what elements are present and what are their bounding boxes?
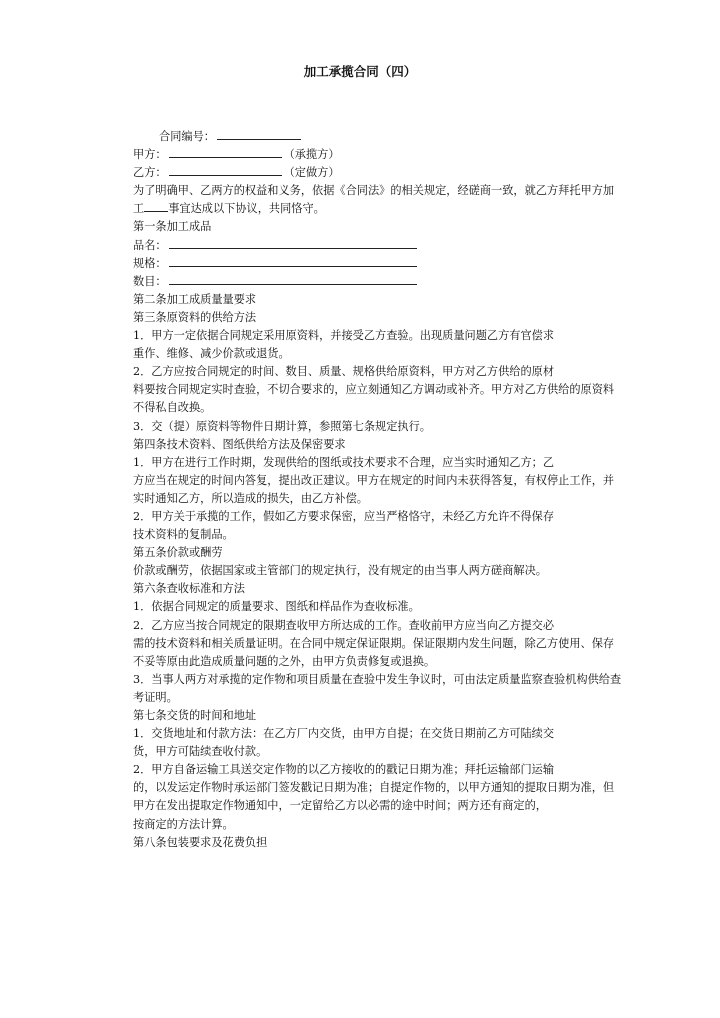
product-quantity-label: 数目：: [133, 274, 167, 288]
party-b-role: （定做方）: [283, 166, 340, 180]
paragraph-line: 重作、维修、减少价款或退货。: [133, 347, 290, 361]
paragraph-line: 料要按合同规定实时查验，不切合要求的，应立刻通知乙方调动或补齐。甲方对乙方供给的原资料: [133, 383, 615, 397]
party-a-line: [133, 146, 693, 164]
paragraph-line: 1．甲方一定依据合同规定采用原资料，并接受乙方查验。出现质量问题乙方有官偿求: [133, 329, 555, 343]
product-quantity-line: [133, 273, 693, 291]
section-8-heading: 第八条包装要求及花费负担: [133, 835, 268, 849]
party-b-label: 乙方：: [133, 166, 167, 180]
product-spec-line: [133, 255, 693, 273]
paragraph-line: 价款或酬劳，依据国家或主管部门的规定执行，没有规定的由当事人两方磋商解决。: [133, 564, 547, 578]
document-body: [133, 128, 693, 852]
contract-number-line: [133, 128, 693, 146]
section-3-heading: 第三条原资料的供给方法: [133, 310, 257, 324]
product-quantity-blank: [169, 273, 417, 285]
product-name-blank: [169, 237, 417, 249]
paragraph-line: 货，甲方可陆续查收付款。: [133, 745, 268, 759]
paragraph-line: 2．甲方关于承揽的工作，假如乙方要求保密，应当严格恪守，未经乙方允许不得保存: [133, 509, 555, 523]
paragraph-line: 方应当在规定的时间内答复，提出改正建议。甲方在规定的时间内未获得答复，有权停止工作，并: [133, 473, 615, 487]
party-a-label: 甲方：: [133, 148, 167, 162]
party-b-blank: [169, 164, 282, 176]
paragraph-line: 3．交（提）原资料等物件日期计算，参照第七条规定执行。: [133, 419, 431, 433]
product-spec-blank: [169, 255, 417, 267]
paragraph-line: 2．乙方应按合同规定的时间、数目、质量、规格供给原资料，甲方对乙方供给的原材: [133, 365, 555, 379]
paragraph-line: 技术资料的复制品。: [133, 528, 234, 542]
paragraph-line: 不妥等原由此造成质量问题的之外，由甲方负责修复或退换。: [133, 654, 436, 668]
section-1-heading: 第一条加工成品: [133, 220, 212, 234]
section-4-heading: 第四条技术资料、图纸供给方法及保密要求: [133, 437, 346, 451]
product-name-line: [133, 237, 693, 255]
intro-line-2: [133, 200, 693, 218]
party-a-blank: [169, 146, 282, 158]
paragraph-line: 2．乙方应当按合同规定的限期查收甲方所达成的工作。查收前甲方应当向乙方提交必: [133, 618, 555, 632]
paragraph-line: 1．依据合同规定的质量要求、图纸和样品作为查收标准。: [133, 600, 420, 614]
paragraph-line: 实时通知乙方，所以造成的损失，由乙方补偿。: [133, 491, 368, 505]
paragraph-line: 需的技术资料和相关质量证明。在合同中规定保证限期。保证限期内发生问题，除乙方使用、保存: [133, 636, 615, 650]
section-2-heading: 第二条加工成质量量要求: [133, 292, 257, 306]
section-6-heading: 第六条查收标准和方法: [133, 582, 245, 596]
paragraph-line: 考证明。: [133, 690, 178, 704]
contract-number-blank: [217, 128, 301, 140]
paragraph-line: 不得私自改换。: [133, 401, 212, 415]
intro-suffix: 事宜达成以下协议，共同恪守。: [168, 202, 325, 216]
party-a-role: （承揽方）: [283, 148, 340, 162]
contract-number-label: 合同编号：: [159, 130, 215, 143]
paragraph-line: 按商定的方法计算。: [133, 817, 234, 831]
section-5-heading: 第五条价款或酬劳: [133, 546, 223, 560]
intro-line-1: 为了明确甲、乙两方的权益和义务，依据《合同法》的相关规定，经磋商一致，就乙方拜托甲方加: [133, 184, 615, 198]
paragraph-line: 甲方在发出提取定作物通知中，一定留给乙方以必需的途中时间；两方还有商定的，: [133, 799, 547, 813]
paragraph-line: 的，以发运定作物时承运部门签发戳记日期为准；自提定作物的，以甲方通知的提取日期为准，但: [133, 781, 615, 795]
intro-prefix: 工: [133, 202, 145, 216]
paragraph-line: 1．交货地址和付款方法：在乙方厂内交货，由甲方自提；在交货日期前乙方可陆续交: [133, 727, 555, 741]
paragraph-line: 3．当事人两方对承揽的定作物和项目质量在查验中发生争议时，可由法定质量监察查验机构供给查: [133, 672, 622, 686]
product-name-label: 品名：: [133, 238, 167, 252]
document-title: 加工承揽合同（四）: [303, 64, 417, 79]
section-7-heading: 第七条交货的时间和地址: [133, 709, 257, 722]
paragraph-line: 2．甲方自备运输工具送交定作物的以乙方接收的的戳记日期为准；拜托运输部门运输: [133, 763, 555, 777]
paragraph-line: 1．甲方在进行工作时期，发现供给的图纸或技术要求不合理，应当实时通知乙方；乙: [133, 455, 555, 469]
product-spec-label: 规格：: [133, 256, 167, 270]
party-b-line: [133, 164, 693, 182]
processing-item-blank: [144, 200, 168, 212]
